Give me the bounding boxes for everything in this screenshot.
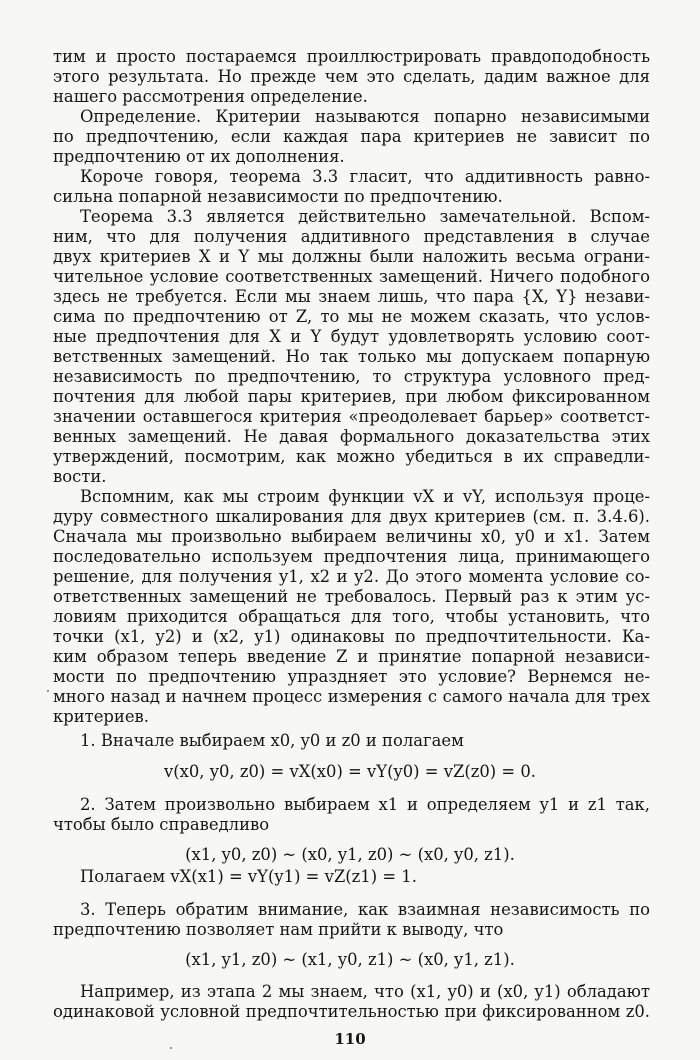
text-line: чительное условие соответственных замещений. Ничего подобного (53, 267, 650, 286)
text-line: Например, из этапа 2 мы знаем, что (x1, y0) и (x0, y1) обладают (80, 982, 650, 1001)
page-number: 110 (334, 1030, 366, 1048)
text-line: здесь не требуется. Если мы знаем лишь, что пара {X, Y} незави- (53, 287, 650, 306)
step-2-line: 2. Затем произвольно выбираем x1 и определяем y1 и z1 так, (80, 795, 650, 814)
text-line: ким образом теперь введение Z и принятие попарной независи- (53, 647, 650, 666)
text-line: критериев. (53, 707, 149, 726)
text-line: венных замещений. Не давая формального доказательства этих (53, 427, 650, 446)
scan-speck (47, 690, 49, 692)
text-line: сима по предпочтению от Z, то мы не можем сказать, что услов- (53, 307, 650, 326)
scan-speck (170, 1047, 172, 1049)
step-3-line: 3. Теперь обратим внимание, как взаимная независимость по (80, 900, 650, 919)
text-line: сильна попарной независимости по предпочтению. (53, 187, 503, 206)
text-line: независимость по предпочтению, то структура условного пред- (53, 367, 650, 386)
text-line: Полагаем vX(x1) = vY(y1) = vZ(z1) = 1. (80, 867, 417, 886)
text-line: чтобы было справедливо (53, 815, 270, 834)
text-line: ним, что для получения аддитивного представления в случае (53, 227, 650, 246)
text-line: двух критериев X и Y мы должны были наложить весьма ограни- (53, 247, 650, 266)
text-line: ловиям приходится обращаться для того, чтобы установить, что (53, 607, 650, 626)
text-line: мости по предпочтению упраздняет это условие? Вернемся не- (53, 667, 650, 686)
text-line: предпочтению позволяет нам прийти к выводу, что (53, 920, 504, 939)
text-line: Короче говоря, теорема 3.3 гласит, что аддитивность равно- (80, 167, 650, 186)
text-line: утверждений, посмотрим, как можно убедиться в их справедли- (53, 447, 650, 466)
text-line: этого результата. Но прежде чем это сделать, дадим важное для (53, 67, 650, 86)
text-line: ветственных замещений. Но так только мы допускаем попарную (53, 347, 650, 366)
text-line: значении оставшегося критерия «преодолевает барьер» соответст- (53, 407, 650, 426)
formula-line: v(x0, y0, z0) = vX(x0) = vY(y0) = vZ(z0) = 0. (163, 762, 536, 781)
text-line: нашего рассмотрения определение. (53, 87, 368, 106)
text-line: тим и просто постараемся проиллюстрировать правдоподобность (53, 47, 650, 66)
text-line: дуру совместного шкалирования для двух критериев (см. п. 3.4.6). (53, 507, 650, 526)
definition-line: Определение. Критерии называются попарно независимыми (80, 107, 650, 126)
text-line: вости. (53, 467, 107, 486)
step-1-line: 1. Вначале выбираем x0, y0 и z0 и полагаем (80, 731, 464, 750)
formula-line: (x1, y0, z0) ~ (x0, y1, z0) ~ (x0, y0, z1). (185, 845, 515, 864)
text-line: точки (x1, y2) и (x2, y1) одинаковы по предпочтительности. Ка- (53, 627, 650, 646)
text-line: предпочтению от их дополнения. (53, 147, 345, 166)
formula-line: (x1, y1, z0) ~ (x1, y0, z1) ~ (x0, y1, z1). (185, 950, 515, 969)
text-line: одинаковой условной предпочтительностью при фиксированном z0. (53, 1002, 650, 1021)
text-line: много назад и начнем процесс измерения с самого начала для трех (53, 687, 650, 706)
text-line: ответственных замещений не требовалось. Первый раз к этим ус- (53, 587, 650, 606)
text-line: почтения для любой пары критериев, при любом фиксированном (53, 387, 650, 406)
text-line: по предпочтению, если каждая пара критериев не зависит по (53, 127, 650, 146)
text-line: Вспомним, как мы строим функции vX и vY, используя проце- (80, 487, 650, 506)
text-line: Теорема 3.3 является действительно замечательной. Вспом- (80, 207, 650, 226)
text-line: ные предпочтения для X и Y будут удовлетворять условию соот- (53, 327, 650, 346)
text-line: Сначала мы произвольно выбираем величины x0, y0 и x1. Затем (53, 527, 650, 546)
text-line: последовательно используем предпочтения лица, принимающего (53, 547, 650, 566)
text-line: решение, для получения y1, x2 и y2. До этого момента условие со- (53, 567, 650, 586)
